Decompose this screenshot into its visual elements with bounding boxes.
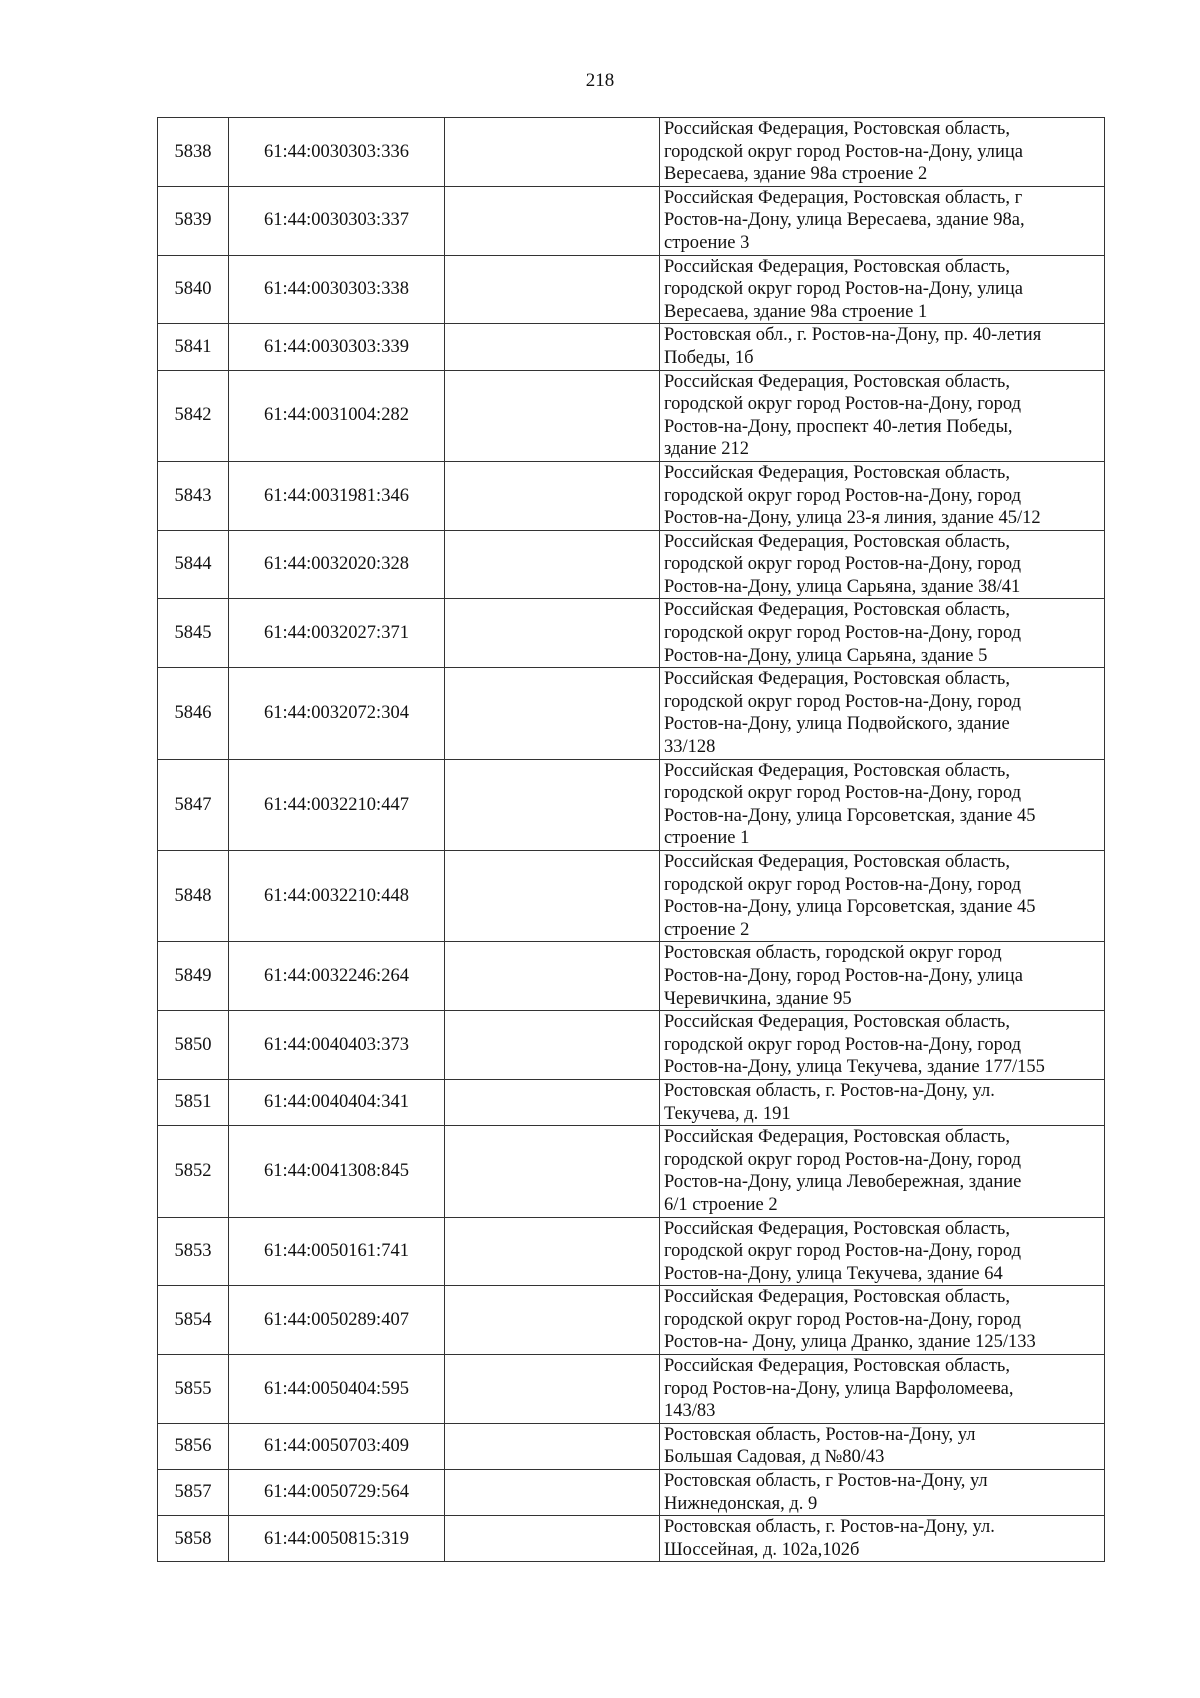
table-row bbox=[158, 1286, 1105, 1355]
cadastral-number-cell: 61:44:0041308:845 bbox=[229, 1126, 445, 1217]
table-row bbox=[158, 1011, 1105, 1080]
address-line: Российская Федерация, Ростовская область, bbox=[664, 600, 1010, 621]
row-number-cell: 5841 bbox=[158, 324, 229, 370]
address-line: Ростов-на-Дону, улица Подвойского, здание bbox=[664, 714, 1010, 735]
empty-cell bbox=[445, 1516, 660, 1562]
cadastral-number-cell: 61:44:0050815:319 bbox=[229, 1516, 445, 1562]
table-row bbox=[158, 118, 1105, 187]
address-cell bbox=[660, 942, 1105, 1011]
address-cell bbox=[660, 1516, 1105, 1562]
empty-cell bbox=[445, 1286, 660, 1355]
address-line: городской округ город Ростов-на-Дону, город bbox=[664, 485, 1022, 506]
address-line: строение 3 bbox=[664, 232, 750, 253]
empty-cell bbox=[445, 668, 660, 759]
address-cell bbox=[660, 668, 1105, 759]
row-number-cell: 5855 bbox=[158, 1355, 229, 1424]
address-line: Ростов-на-Дону, улица Горсоветская, здание 45 bbox=[664, 897, 1036, 918]
address-cell bbox=[660, 1126, 1105, 1217]
address-cell bbox=[660, 1011, 1105, 1080]
row-number-cell: 5840 bbox=[158, 255, 229, 324]
cadastral-number-cell: 61:44:0032210:448 bbox=[229, 851, 445, 942]
row-number-cell: 5847 bbox=[158, 759, 229, 850]
empty-cell bbox=[445, 255, 660, 324]
row-number-cell: 5853 bbox=[158, 1217, 229, 1286]
address-line: Российская Федерация, Ростовская область, bbox=[664, 1356, 1010, 1377]
address-line: Ростов-на-Дону, проспект 40-летия Победы, bbox=[664, 416, 1013, 437]
empty-cell bbox=[445, 1355, 660, 1424]
row-number-cell: 5844 bbox=[158, 530, 229, 599]
row-number-cell: 5849 bbox=[158, 942, 229, 1011]
cadastral-number-cell: 61:44:0050161:741 bbox=[229, 1217, 445, 1286]
address-line: Российская Федерация, Ростовская область, bbox=[664, 256, 1010, 277]
cadastral-number-cell: 61:44:0032072:304 bbox=[229, 668, 445, 759]
address-line: Нижнедонская, д. 9 bbox=[664, 1493, 818, 1514]
address-line: Российская Федерация, Ростовская область, г bbox=[664, 187, 1023, 208]
address-line: городской округ город Ростов-на-Дону, город bbox=[664, 623, 1022, 644]
address-line: Российская Федерация, Ростовская область, bbox=[664, 462, 1010, 483]
table-row bbox=[158, 1217, 1105, 1286]
empty-cell bbox=[445, 1126, 660, 1217]
row-number-cell: 5850 bbox=[158, 1011, 229, 1080]
table-row bbox=[158, 759, 1105, 850]
cadastral-number-cell: 61:44:0030303:337 bbox=[229, 186, 445, 255]
row-number-cell: 5838 bbox=[158, 118, 229, 187]
empty-cell bbox=[445, 942, 660, 1011]
address-line: Вересаева, здание 98а строение 1 bbox=[664, 301, 928, 322]
table-row bbox=[158, 851, 1105, 942]
address-line: Ростов-на- Дону, улица Дранко, здание 125/133 bbox=[664, 1332, 1036, 1353]
empty-cell bbox=[445, 1011, 660, 1080]
row-number-cell: 5843 bbox=[158, 461, 229, 530]
address-line: Шоссейная, д. 102а,102б bbox=[664, 1539, 860, 1560]
row-number-cell: 5846 bbox=[158, 668, 229, 759]
table-row bbox=[158, 1470, 1105, 1516]
address-cell bbox=[660, 255, 1105, 324]
table-row bbox=[158, 942, 1105, 1011]
address-line: городской округ город Ростов-на-Дону, город bbox=[664, 1309, 1022, 1330]
address-cell bbox=[660, 1423, 1105, 1469]
address-line: 143/83 bbox=[664, 1401, 716, 1422]
address-line: Ростовская область, г Ростов-на-Дону, ул bbox=[664, 1471, 988, 1492]
address-line: строение 1 bbox=[664, 828, 750, 849]
address-cell bbox=[660, 851, 1105, 942]
cadastral-number-cell: 61:44:0032246:264 bbox=[229, 942, 445, 1011]
cadastral-number-cell: 61:44:0032027:371 bbox=[229, 599, 445, 668]
cadastral-number-cell: 61:44:0050703:409 bbox=[229, 1423, 445, 1469]
property-registry-table bbox=[157, 117, 1105, 1562]
row-number-cell: 5852 bbox=[158, 1126, 229, 1217]
empty-cell bbox=[445, 461, 660, 530]
empty-cell bbox=[445, 851, 660, 942]
address-line: Российская Федерация, Ростовская область, bbox=[664, 1218, 1010, 1239]
address-cell bbox=[660, 118, 1105, 187]
row-number-cell: 5845 bbox=[158, 599, 229, 668]
address-cell bbox=[660, 1079, 1105, 1125]
row-number-cell: 5842 bbox=[158, 370, 229, 461]
address-line: Российская Федерация, Ростовская область, bbox=[664, 119, 1010, 139]
address-cell bbox=[660, 186, 1105, 255]
cadastral-number-cell: 61:44:0030303:339 bbox=[229, 324, 445, 370]
row-number-cell: 5856 bbox=[158, 1423, 229, 1469]
address-line: Вересаева, здание 98а строение 2 bbox=[664, 164, 928, 185]
table-row bbox=[158, 370, 1105, 461]
table-row bbox=[158, 1516, 1105, 1562]
address-line: Российская Федерация, Ростовская область, bbox=[664, 1287, 1010, 1308]
cadastral-number-cell: 61:44:0030303:338 bbox=[229, 255, 445, 324]
address-cell bbox=[660, 1355, 1105, 1424]
address-line: городской округ город Ростов-на-Дону, город bbox=[664, 554, 1022, 575]
cadastral-number-cell: 61:44:0040403:373 bbox=[229, 1011, 445, 1080]
address-cell bbox=[660, 370, 1105, 461]
table-row bbox=[158, 324, 1105, 370]
address-line: Ростов-на-Дону, улица Вересаева, здание 98а, bbox=[664, 210, 1025, 231]
address-line: Победы, 1б bbox=[664, 347, 754, 368]
address-cell bbox=[660, 461, 1105, 530]
table-row bbox=[158, 530, 1105, 599]
address-line: Ростовская область, Ростов-на-Дону, ул bbox=[664, 1424, 976, 1445]
address-line: Российская Федерация, Ростовская область, bbox=[664, 531, 1010, 552]
registry-table-body bbox=[158, 118, 1105, 1562]
address-line: Ростов-на-Дону, город Ростов-на-Дону, улица bbox=[664, 965, 1023, 986]
empty-cell bbox=[445, 186, 660, 255]
address-cell bbox=[660, 324, 1105, 370]
empty-cell bbox=[445, 1217, 660, 1286]
address-line: Большая Садовая, д №80/43 bbox=[664, 1447, 885, 1468]
address-line: Ростов-на-Дону, улица Сарьяна, здание 5 bbox=[664, 645, 988, 666]
address-cell bbox=[660, 1470, 1105, 1516]
empty-cell bbox=[445, 370, 660, 461]
address-line: Российская Федерация, Ростовская область, bbox=[664, 1127, 1010, 1148]
cadastral-number-cell: 61:44:0050404:595 bbox=[229, 1355, 445, 1424]
table-row bbox=[158, 255, 1105, 324]
address-line: Ростовская область, г. Ростов-на-Дону, ул. bbox=[664, 1080, 995, 1101]
address-line: Ростов-на-Дону, улица Текучева, здание 177/155 bbox=[664, 1057, 1045, 1078]
address-line: здание 212 bbox=[664, 439, 749, 460]
row-number-cell: 5839 bbox=[158, 186, 229, 255]
address-line: городской округ город Ростов-на-Дону, город bbox=[664, 394, 1022, 415]
table-row bbox=[158, 1423, 1105, 1469]
address-cell bbox=[660, 599, 1105, 668]
address-line: Ростовская обл., г. Ростов-на-Дону, пр. 40-летия bbox=[664, 325, 1042, 346]
empty-cell bbox=[445, 1079, 660, 1125]
address-line: городской округ город Ростов-на-Дону, город bbox=[664, 1034, 1022, 1055]
address-line: Черевичкина, здание 95 bbox=[664, 988, 852, 1009]
empty-cell bbox=[445, 599, 660, 668]
table-row bbox=[158, 599, 1105, 668]
address-line: Российская Федерация, Ростовская область, bbox=[664, 669, 1010, 690]
row-number-cell: 5854 bbox=[158, 1286, 229, 1355]
table-row bbox=[158, 1355, 1105, 1424]
address-line: Ростов-на-Дону, улица Сарьяна, здание 38/41 bbox=[664, 576, 1021, 597]
cadastral-number-cell: 61:44:0032210:447 bbox=[229, 759, 445, 850]
empty-cell bbox=[445, 324, 660, 370]
address-cell bbox=[660, 759, 1105, 850]
table-row bbox=[158, 1079, 1105, 1125]
address-line: городской округ город Ростов-на-Дону, город bbox=[664, 1241, 1022, 1262]
address-line: Российская Федерация, Ростовская область, bbox=[664, 371, 1010, 392]
row-number-cell: 5851 bbox=[158, 1079, 229, 1125]
cadastral-number-cell: 61:44:0040404:341 bbox=[229, 1079, 445, 1125]
address-line: Ростов-на-Дону, улица 23-я линия, здание 45/12 bbox=[664, 508, 1041, 529]
table-row bbox=[158, 668, 1105, 759]
address-line: Текучева, д. 191 bbox=[664, 1103, 791, 1124]
cadastral-number-cell: 61:44:0031004:282 bbox=[229, 370, 445, 461]
page-number: 218 bbox=[585, 70, 615, 91]
address-line: Ростов-на-Дону, улица Левобережная, здание bbox=[664, 1172, 1022, 1193]
address-line: Российская Федерация, Ростовская область, bbox=[664, 852, 1010, 872]
address-line: городской округ город Ростов-на-Дону, город bbox=[664, 1149, 1022, 1170]
cadastral-number-cell: 61:44:0031981:346 bbox=[229, 461, 445, 530]
address-line: городской округ город Ростов-на-Дону, улица bbox=[664, 141, 1023, 162]
empty-cell bbox=[445, 118, 660, 187]
address-line: 6/1 строение 2 bbox=[664, 1194, 778, 1215]
address-line: городской округ город Ростов-на-Дону, улица bbox=[664, 279, 1023, 300]
address-cell bbox=[660, 530, 1105, 599]
cadastral-number-cell: 61:44:0030303:336 bbox=[229, 118, 445, 187]
cadastral-number-cell: 61:44:0050729:564 bbox=[229, 1470, 445, 1516]
address-line: городской округ город Ростов-на-Дону, город bbox=[664, 874, 1022, 895]
row-number-cell: 5848 bbox=[158, 851, 229, 942]
table-row bbox=[158, 461, 1105, 530]
table-row bbox=[158, 1126, 1105, 1217]
address-line: Российская Федерация, Ростовская область, bbox=[664, 760, 1010, 781]
row-number-cell: 5857 bbox=[158, 1470, 229, 1516]
address-line: Ростов-на-Дону, улица Горсоветская, здание 45 bbox=[664, 805, 1036, 826]
address-line: Ростов-на-Дону, улица Текучева, здание 64 bbox=[664, 1263, 1003, 1284]
address-cell bbox=[660, 1286, 1105, 1355]
address-cell bbox=[660, 1217, 1105, 1286]
address-line: Ростовская область, г. Ростов-на-Дону, ул. bbox=[664, 1517, 995, 1538]
empty-cell bbox=[445, 759, 660, 850]
cadastral-number-cell: 61:44:0050289:407 bbox=[229, 1286, 445, 1355]
empty-cell bbox=[445, 530, 660, 599]
cadastral-number-cell: 61:44:0032020:328 bbox=[229, 530, 445, 599]
table-row bbox=[158, 186, 1105, 255]
address-line: город Ростов-на-Дону, улица Варфоломеева, bbox=[664, 1378, 1014, 1399]
address-line: 33/128 bbox=[664, 737, 716, 758]
row-number-cell: 5858 bbox=[158, 1516, 229, 1562]
empty-cell bbox=[445, 1470, 660, 1516]
address-line: Российская Федерация, Ростовская область, bbox=[664, 1012, 1010, 1033]
address-line: строение 2 bbox=[664, 919, 750, 940]
empty-cell bbox=[445, 1423, 660, 1469]
address-line: городской округ город Ростов-на-Дону, город bbox=[664, 691, 1022, 712]
address-line: Ростовская область, городской округ город bbox=[664, 943, 1002, 964]
address-line: городской округ город Ростов-на-Дону, город bbox=[664, 783, 1022, 804]
